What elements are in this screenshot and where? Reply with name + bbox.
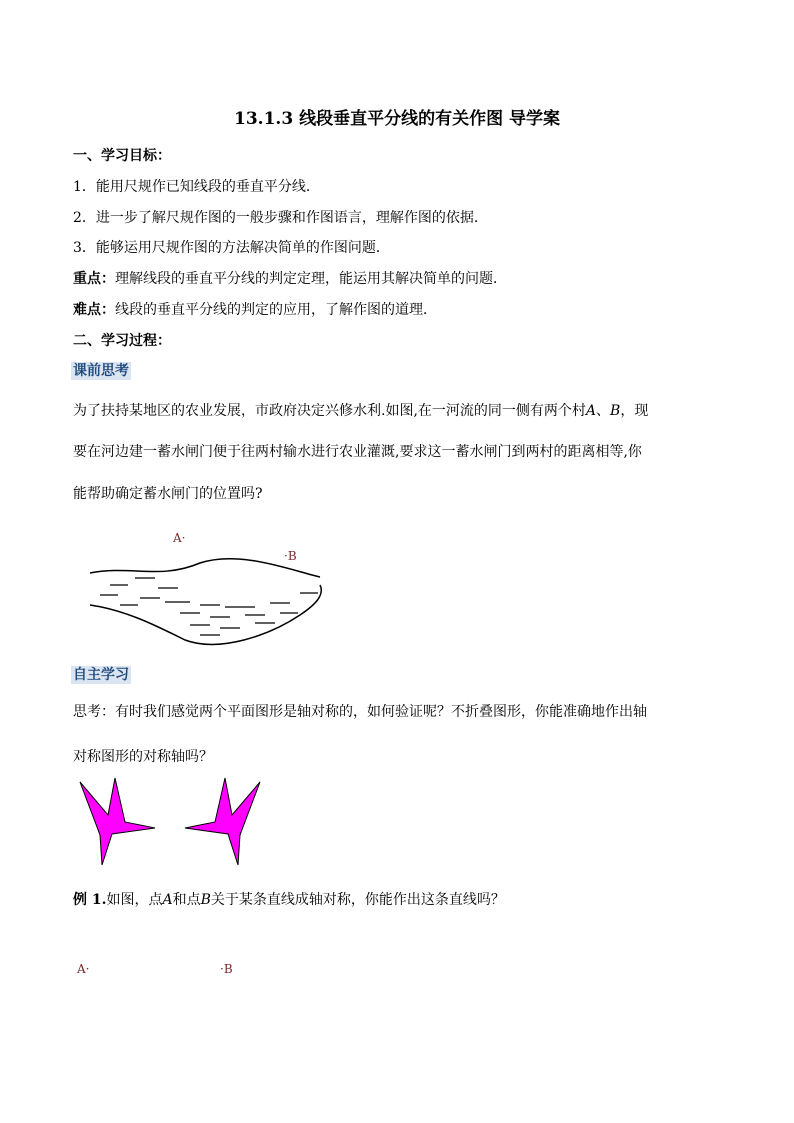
river-figure [80,525,340,655]
page-title: 13.1.3 线段垂直平分线的有关作图 导学案 [234,109,560,129]
difficult-point-label: 难点： [73,302,115,318]
difficult-point [73,299,437,319]
difficult-point-text: 线段的垂直平分线的判定的应用，了解作图的道理． [115,302,437,318]
example-1-text-c: 关于某条直线成轴对称，你能作出这条直线吗？ [210,892,505,908]
pre-think-line-3: 能帮助确定蓄水闸门的位置吗? [73,486,263,502]
var-b: B [610,403,621,419]
key-point-label: 重点： [73,271,115,287]
pre-think-line-2: 要在河边建一蓄水闸门便于往两村输水进行农业灌溉,要求这一蓄水闸门到两村的距离相等,你 [73,444,642,460]
key-point [73,268,507,288]
pre-think-line-1 [73,400,648,420]
symmetric-shapes-figure [70,770,270,870]
section-heading-process: 二、学习过程： [73,333,171,349]
example-point-b: ·B [220,962,233,976]
example-1-text-a: 如图，点 [106,892,163,908]
pre-think-tag [71,360,131,380]
village-b-label: ·B [284,549,297,563]
example-point-a: A· [77,962,90,976]
objective-item-2: 2．进一步了解尺规作图的一般步骤和作图语言，理解作图的依据． [73,210,488,226]
self-study-tag [71,664,131,684]
pre-think-text-a: 为了扶持某地区的农业发展，市政府决定兴修水利.如图,在一河流的同一侧有两个村 [73,403,586,419]
section-heading-objectives: 一、学习目标： [73,148,171,164]
example-1-label: 例 1. [73,892,107,908]
objective-item-1: 1．能用尺规作已知线段的垂直平分线． [73,179,320,195]
example-var-b: B [200,892,211,908]
example-var-a: A [162,892,173,908]
self-study-line-2: 对称图形的对称轴吗？ [73,749,213,765]
var-a: A [585,403,597,419]
separator: 、 [596,403,611,419]
pre-think-tag-label: 课前思考 [73,363,129,379]
key-point-text: 理解线段的垂直平分线的判定定理，能运用其解决简单的问题． [115,271,507,287]
right-shape [185,778,260,865]
pre-think-text-b: ，现 [620,403,649,419]
example-1 [73,889,505,909]
self-study-line-1: 思考：有时我们感觉两个平面图形是轴对称的，如何验证呢？不折叠图形，你能准确地作出轴 [73,704,647,720]
self-study-tag-label: 自主学习 [73,667,129,683]
objective-item-3: 3．能够运用尺规作图的方法解决简单的作图问题． [73,240,390,256]
village-a-label: A· [173,531,186,545]
left-shape [80,778,155,865]
example-1-text-b: 和点 [172,892,201,908]
